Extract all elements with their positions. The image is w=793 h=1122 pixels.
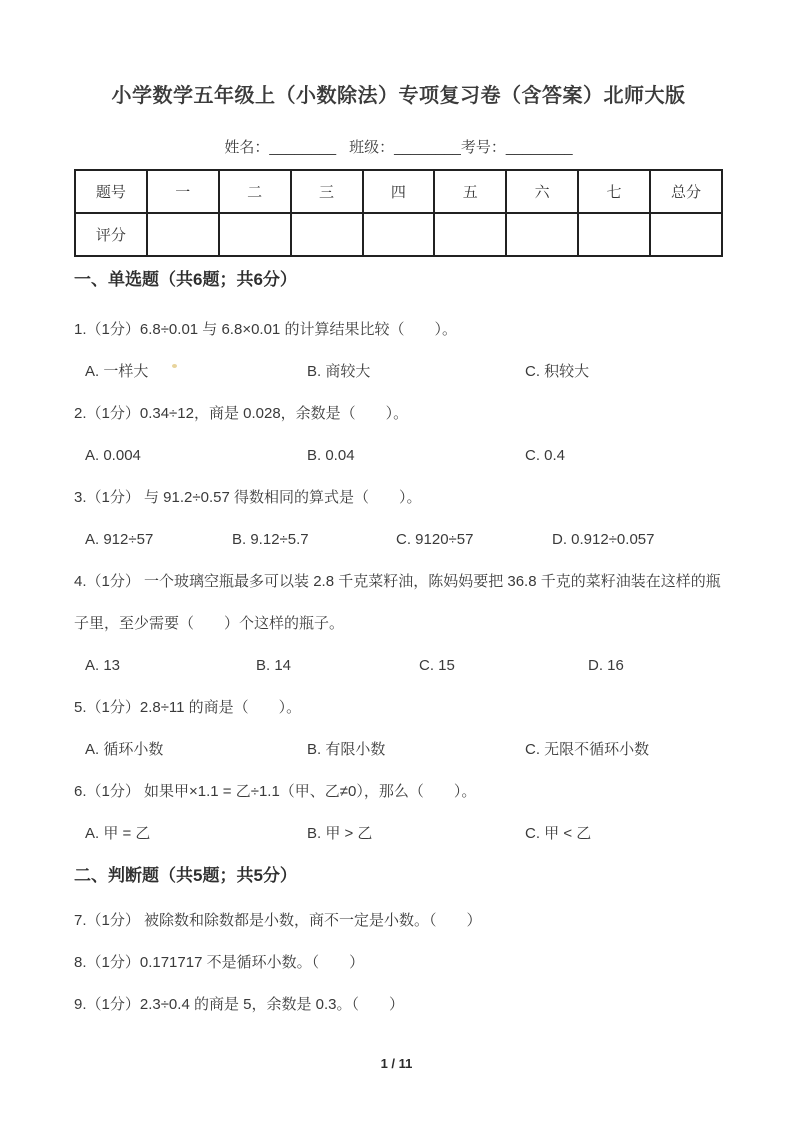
question-5-options — [74, 729, 723, 771]
question-5-option-b: B. 有限小数 — [307, 741, 386, 758]
question-3-option-a: A. 912÷57 — [85, 531, 154, 548]
question-4-options — [74, 645, 723, 687]
name-label: 姓名： — [224, 139, 270, 156]
stray-mark — [172, 364, 177, 368]
section-1-heading: 一、单选题（共6题；共6分） — [74, 270, 297, 289]
question-2-option-b: B. 0.04 — [307, 447, 355, 464]
score-cell-6 — [506, 213, 578, 256]
question-2-option-a: A. 0.004 — [85, 447, 141, 464]
score-row-label: 评分 — [75, 213, 147, 256]
section-2-heading: 二、判断题（共5题；共5分） — [74, 866, 297, 885]
score-table-score-row — [75, 213, 722, 256]
question-3-text: 3.（1分） 与 91.2÷0.57 得数相同的算式是（ ）。 — [74, 489, 422, 506]
score-cell-5 — [434, 213, 506, 256]
score-cell-2 — [219, 213, 291, 256]
score-table-cell-2: 二 — [219, 170, 291, 213]
question-6-option-c: C. 甲 < 乙 — [525, 825, 592, 842]
score-table-cell-1: 一 — [147, 170, 219, 213]
score-table-cell-3: 三 — [291, 170, 363, 213]
question-1-option-a: A. 一样大 — [85, 363, 149, 380]
question-3-option-d: D. 0.912÷0.057 — [552, 531, 655, 548]
page-number: 1 / 11 — [380, 1056, 413, 1071]
score-table-cell-4: 四 — [363, 170, 435, 213]
question-4-option-d: D. 16 — [588, 657, 624, 674]
score-cell-7 — [578, 213, 650, 256]
score-table-cell-6: 六 — [506, 170, 578, 213]
question-5-text: 5.（1分）2.8÷11 的商是（ ）。 — [74, 699, 302, 716]
question-5-option-c: C. 无限不循环小数 — [525, 741, 650, 758]
score-table-cell-label: 题号 — [75, 170, 147, 213]
question-7-text: 7.（1分） 被除数和除数都是小数，商不一定是小数。（ ） — [74, 912, 482, 929]
page-title: 小学数学五年级上（小数除法）专项复习卷（含答案）北师大版 — [111, 85, 686, 107]
question-2-text: 2.（1分）0.34÷12，商是 0.028，余数是（ ）。 — [74, 405, 409, 422]
name-blank: ________ — [269, 139, 337, 156]
question-3-options — [74, 519, 723, 561]
student-info-line — [74, 140, 723, 156]
score-table — [74, 169, 723, 257]
question-2-options — [74, 435, 723, 477]
question-4-text: 4.（1分） 一个玻璃空瓶最多可以装 2.8 千克菜籽油，陈妈妈要把 36.8 千克的菜籽油装在这样的瓶子里，至少需要（ ）个这样的瓶子。 — [74, 573, 721, 632]
question-1-option-c: C. 积较大 — [525, 363, 590, 380]
class-label: 班级： — [349, 139, 395, 156]
score-cell-total — [650, 213, 722, 256]
exam-no-blank: ________ — [505, 139, 573, 156]
class-blank: ________ — [394, 139, 461, 156]
question-9-text: 9.（1分）2.3÷0.4 的商是 5，余数是 0.3。（ ） — [74, 996, 404, 1013]
question-3-option-c: C. 9120÷57 — [396, 531, 474, 548]
question-8-text: 8.（1分）0.171717 不是循环小数。（ ） — [74, 954, 365, 971]
question-6-text: 6.（1分） 如果甲×1.1 = 乙÷1.1（甲、乙≠0），那么（ ）。 — [74, 783, 477, 800]
question-1-option-b: B. 商较大 — [307, 363, 371, 380]
score-cell-4 — [363, 213, 435, 256]
question-4-option-a: A. 13 — [85, 657, 121, 674]
question-3-option-b: B. 9.12÷5.7 — [232, 531, 309, 548]
score-table-cell-7: 七 — [578, 170, 650, 213]
score-table-header-row — [75, 170, 722, 213]
question-1-text: 1.（1分）6.8÷0.01 与 6.8×0.01 的计算结果比较（ ）。 — [74, 321, 457, 338]
score-cell-3 — [291, 213, 363, 256]
question-6-option-b: B. 甲 > 乙 — [307, 825, 373, 842]
question-6-option-a: A. 甲 = 乙 — [85, 825, 151, 842]
question-1-options — [74, 351, 723, 393]
score-table-cell-5: 五 — [434, 170, 506, 213]
question-2-option-c: C. 0.4 — [525, 447, 566, 464]
question-6-options — [74, 813, 723, 855]
question-4-option-c: C. 15 — [419, 657, 455, 674]
question-5-option-a: A. 循环小数 — [85, 741, 164, 758]
score-table-cell-total: 总分 — [650, 170, 722, 213]
exam-no-label: 考号： — [460, 139, 506, 156]
question-4-option-b: B. 14 — [256, 657, 292, 674]
score-cell-1 — [147, 213, 219, 256]
